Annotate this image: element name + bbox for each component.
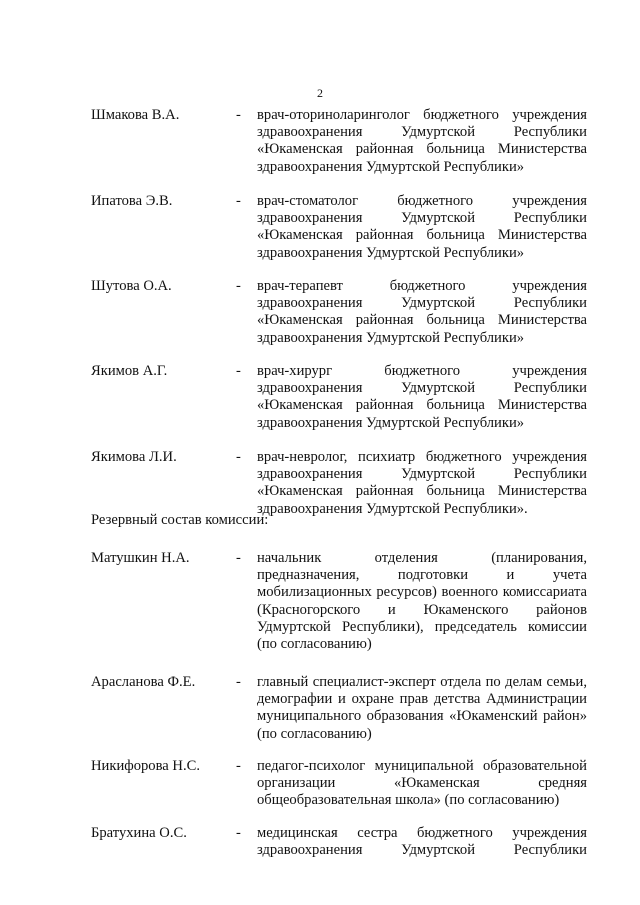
member-name: Ипатова Э.В. <box>91 193 173 209</box>
member-name: Братухина О.С. <box>91 825 187 841</box>
dash: - <box>236 674 241 690</box>
dash: - <box>236 449 241 465</box>
dash: - <box>236 193 241 209</box>
dash: - <box>236 758 241 774</box>
member-name: Шутова О.А. <box>91 278 172 294</box>
member-name: Матушкин Н.А. <box>91 550 190 566</box>
dash: - <box>236 363 241 379</box>
member-description: врач-оториноларинголог бюджетного учреждения здравоохранения Удмуртской Республики «Юкаменская районная больница Министерства здравоохранения Удмуртской Республики» <box>257 107 587 175</box>
member-name: Арасланова Ф.Е. <box>91 674 196 690</box>
member-description: врач-стоматолог бюджетного учреждения здравоохранения Удмуртской Республики «Юкаменская районная больница Министерства здравоохранения Удмуртской Республики» <box>257 193 587 261</box>
page-number: 2 <box>317 86 323 100</box>
member-description: врач-невролог, психиатр бюджетного учреждения здравоохранения Удмуртской Республики «Юкаменская районная больница Министерства здравоохранения Удмуртской Республики». <box>257 449 587 517</box>
member-name: Якимов А.Г. <box>91 363 168 379</box>
member-description: начальник отделения (планирования, предназначения, подготовки и учета мобилизационных ресурсов) военного комиссариата (Красногорского и Юкаменского районов Удмуртской Республики), председатель комиссии (по согласованию) <box>257 550 587 653</box>
member-description: главный специалист-эксперт отдела по делам семьи, демографии и охране прав детства Администрации муниципального образования «Юкаменский район» (по согласованию) <box>257 674 587 742</box>
member-description: педагог-психолог муниципальной образовательной организации «Юкаменская средняя общеобразовательная школа» (по согласованию) <box>257 758 587 809</box>
dash: - <box>236 107 241 123</box>
member-description: медицинская сестра бюджетного учреждения здравоохранения Удмуртской Республики <box>257 825 587 859</box>
member-description: врач-терапевт бюджетного учреждения здравоохранения Удмуртской Республики «Юкаменская районная больница Министерства здравоохранения Удмуртской Республики» <box>257 278 587 346</box>
dash: - <box>236 278 241 294</box>
member-name: Шмакова В.А. <box>91 107 180 123</box>
reserve-heading: Резервный состав комиссии: <box>91 512 269 528</box>
member-name: Якимова Л.И. <box>91 449 177 465</box>
dash: - <box>236 825 241 841</box>
member-description: врач-хирург бюджетного учреждения здравоохранения Удмуртской Республики «Юкаменская районная больница Министерства здравоохранения Удмуртской Республики» <box>257 363 587 431</box>
dash: - <box>236 550 241 566</box>
member-name: Никифорова Н.С. <box>91 758 200 774</box>
